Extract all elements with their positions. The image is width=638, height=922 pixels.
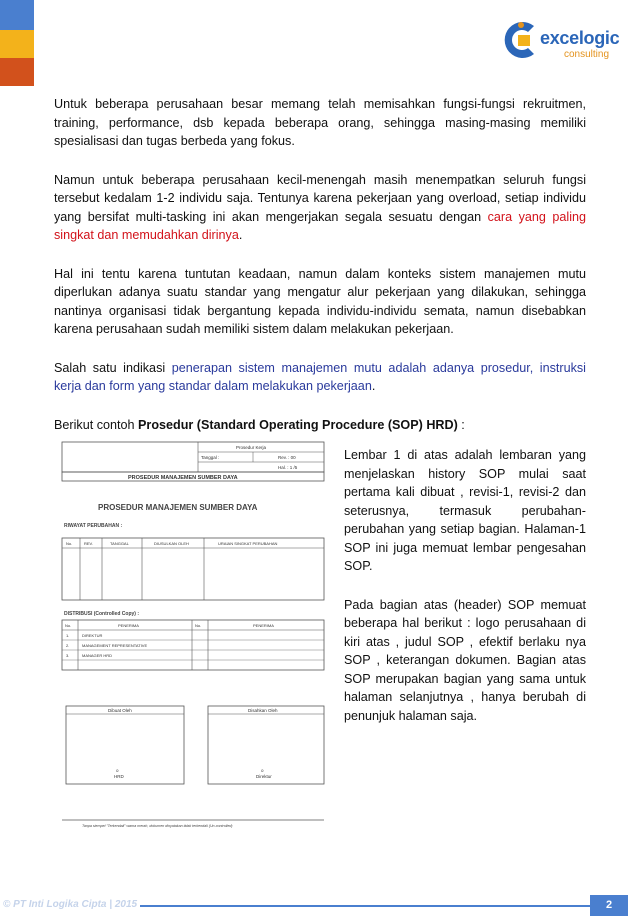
paragraph-2-highlight: cara yang paling singkat dan memudahkan dirinya <box>54 209 586 242</box>
paragraph-5-bold: Prosedur (Standard Operating Procedure (SOP) HRD) <box>138 417 458 432</box>
sop-explanation-2: Pada bagian atas (header) SOP memuat beberapa hal berikut : logo perusahaan di kiri atas , judul SOP , efektif berlaku nya SOP , keterangan dokumen. Bagian atas SOP merupakan bagian yang sama untuk halaman selanjutnya , hanya berubah di penunjuk halaman saja. <box>344 597 586 723</box>
distribusi-col-no-1: No. <box>65 623 72 628</box>
distribusi-col-penerima-1: PENERIMA <box>118 623 139 628</box>
paragraph-4-end: . <box>371 379 376 393</box>
sop-document-image <box>58 440 330 835</box>
svg-text:o: o <box>261 768 264 773</box>
sop-main-title: PROSEDUR MANAJEMEN SUMBER DAYA <box>98 503 258 512</box>
page-number: 2 <box>590 895 628 916</box>
decor-bar-blue <box>0 0 34 30</box>
decor-bar-yellow <box>0 30 34 58</box>
distribusi-row-3-no: 3. <box>66 653 70 658</box>
distribusi-row-1-no: 1. <box>66 633 70 638</box>
sop-disahkan-oleh: Disahkan Oleh <box>248 708 278 713</box>
distribusi-col-no-2: No. <box>195 623 202 628</box>
decor-bar-orange <box>0 58 34 86</box>
sop-distribusi-title: DISTRIBUSI (Controlled Copy) : <box>64 611 139 617</box>
sop-explanation <box>344 446 586 745</box>
paragraph-2-text: Namun untuk beberapa perusahaan kecil-menengah masih menempatkan seluruh fungsi tersebut kedalam 1-2 individu saja. Tentunya karena pekerjaan yang overload, setiap individu yang bersifat multi-tasking ini akan mengerjakan segala sesuatu dengan <box>54 172 586 224</box>
sop-header-bottom: PROSEDUR MANAJEMEN SUMBER DAYA <box>128 475 238 481</box>
main-content <box>54 95 586 434</box>
sop-header-title: Prosedur Kerja <box>236 445 267 450</box>
sop-riwayat-title: RIWAYAT PERUBAHAN : <box>64 523 123 529</box>
distribusi-col-penerima-2: PENERIMA <box>253 623 274 628</box>
sop-disahkan-role: Direktur <box>256 774 272 779</box>
riwayat-col-no: No. <box>66 541 73 546</box>
sop-dibuat-role: HRD <box>114 774 124 779</box>
svg-text:o: o <box>116 768 119 773</box>
paragraph-5-text: Berikut contoh <box>54 417 139 432</box>
paragraph-4-highlight: penerapan sistem manajemen mutu adalah adanya prosedur, instruksi kerja dan form yang standar dalam melakukan pekerjaan <box>54 360 586 393</box>
paragraph-2-end: . <box>238 228 243 242</box>
riwayat-col-diusulkan: DIUSULKAN OLEH <box>154 541 189 546</box>
sop-dibuat-oleh: Dibuat Oleh <box>108 708 132 713</box>
footer-divider <box>140 905 615 907</box>
distribusi-row-2-penerima: MANAGEMENT REPRESENTATIVE <box>82 643 148 648</box>
riwayat-col-tanggal: TANGGAL <box>110 541 129 546</box>
footer-copyright: © PT Inti Logika Cipta | 2015 <box>3 899 138 910</box>
sop-explanation-1: Lembar 1 di atas adalah lembaran yang menjelaskan history SOP mulai saat pertama kali dibuat , revisi-1, revisi-2 dan seterusnya, termasuk perubahan-perubahan yang setiap bagian. Halaman-1 SOP ini juga memuat lembar pengesahan SOP. <box>344 448 586 573</box>
riwayat-col-uraian: URAIAN SINGKAT PERUBAHAN <box>218 541 278 546</box>
paragraph-4-text: Salah satu indikasi <box>54 360 172 375</box>
paragraph-5 <box>54 416 586 435</box>
paragraph-3: Hal ini tentu karena tuntutan keadaan, namun dalam konteks sistem manajemen mutu diperlukan adanya suatu standar yang mengatur alur pekerjaan yang dilakukan, sehingga nantinya organisasi tidak bergantung kepada individu-individu semata, namun disebabkan karena perusahaan sudah memiliki sistem dalam melakukan pekerjaan. <box>54 266 586 336</box>
logo-subtitle: consulting <box>564 49 610 60</box>
paragraph-1: Untuk beberapa perusahaan besar memang telah memisahkan fungsi-fungsi rekruitmen, training, performance, dsb kepada beberapa orang, sehingga masing-masing memiliki spesialisasi dan tugas berbeda yang fokus. <box>54 97 586 148</box>
riwayat-col-rev: REV. <box>84 541 93 546</box>
sop-footnote: Tanpa stempel "Terkendali" warna merah, dokumen dinyatakan tidak terkendali (Un-controlled) <box>82 824 233 828</box>
sop-document-drawing <box>58 440 330 835</box>
excelogic-logo-icon <box>500 20 540 60</box>
paragraph-4 <box>54 359 586 396</box>
distribusi-row-2-no: 2. <box>66 643 70 648</box>
paragraph-2 <box>54 171 586 245</box>
company-logo <box>500 16 630 64</box>
sop-header-hal: Hal. : 1 /5 <box>278 465 298 470</box>
sop-header-rev: Rev. : 00 <box>278 455 296 460</box>
sop-header-tanggal: Tanggal : <box>201 455 220 460</box>
paragraph-5-end: : <box>457 417 465 432</box>
distribusi-row-3-penerima: MANAGER HRD <box>82 653 113 658</box>
distribusi-row-1-penerima: DIREKTUR <box>82 633 103 638</box>
logo-name: excelogic <box>540 28 620 48</box>
